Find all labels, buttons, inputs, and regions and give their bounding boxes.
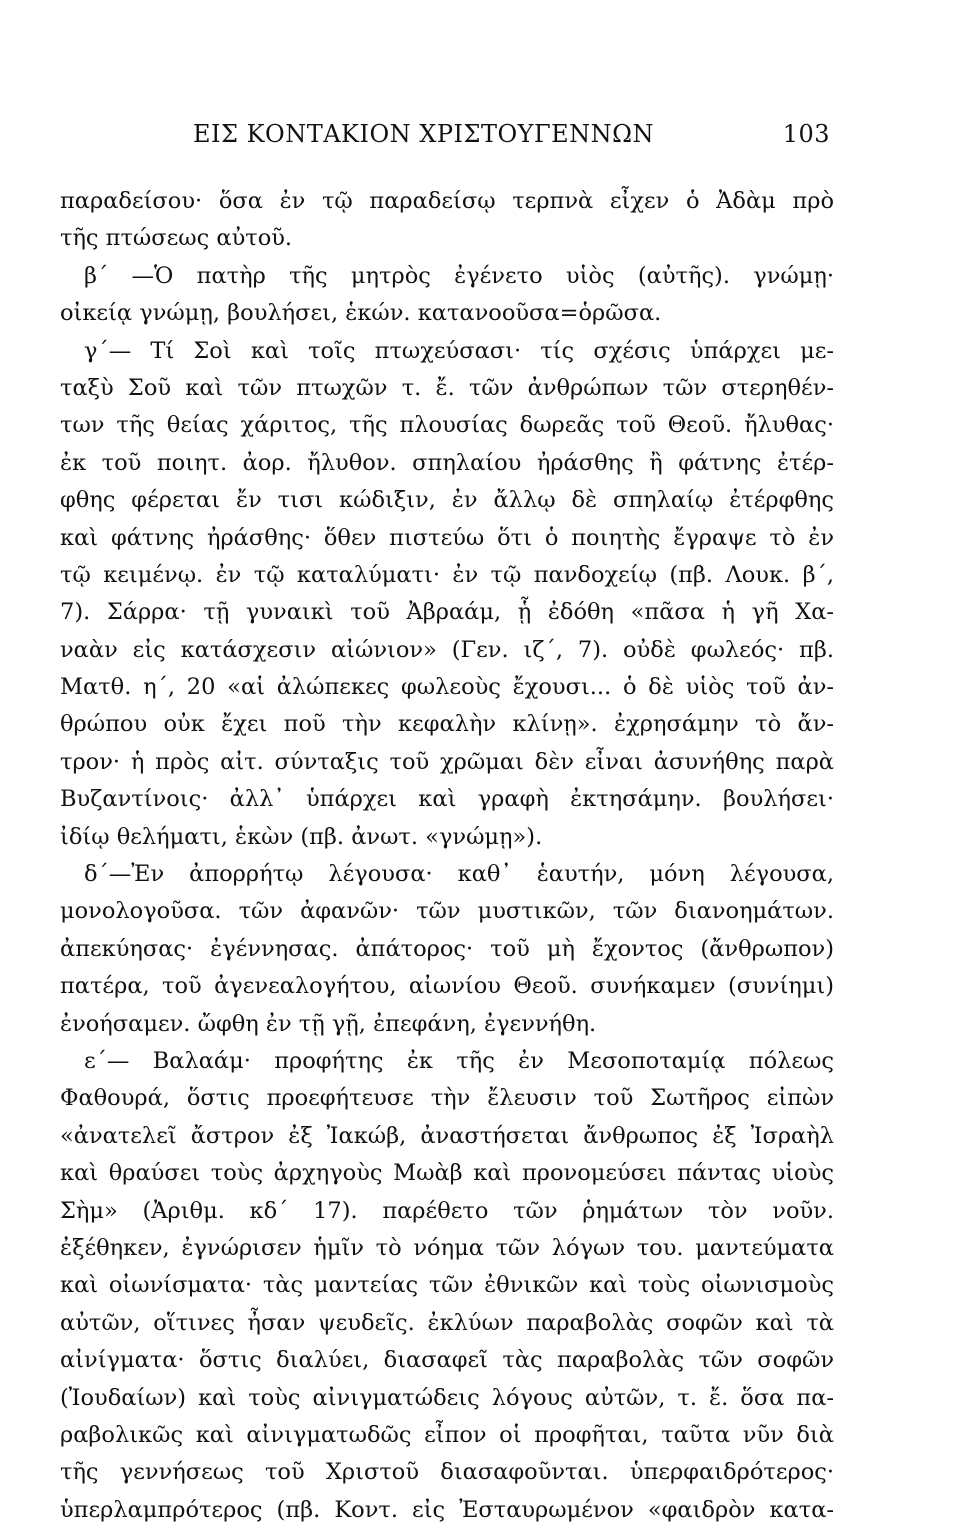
text-line: ὑπερλαμπρότερος (πβ. Κοντ. εἰς Ἐσταυρωμένον «φαιδρὸν κατα- [60,1496,834,1523]
text-line: ἐκ τοῦ ποιητ. ἀορ. ἤλυθον. σπηλαίου ἠράσθης ἢ φάτνης ἐτέρ- [60,449,834,476]
text-line: Ματθ. η΄, 20 «αἱ ἀλώπεκες φωλεοὺς ἔχουσι... ὁ δὲ υἱὸς τοῦ ἀν- [60,674,834,701]
text-line: ναὰν εἰς κατάσχεσιν αἰώνιον» (Γεν. ιζ΄, 7). οὐδὲ φωλεός· πβ. [60,636,834,663]
text-line: οἰκείᾳ γνώμῃ, βουλήσει, ἑκών. κατανοοῦσα=ὁρῶσα. [60,300,662,327]
text-line: ἐξέθηκεν, ἐγνώρισεν ἡμῖν τὸ νόημα τῶν λόγων του. μαντεύματα [60,1234,834,1261]
text-line: ἀπεκύησας· ἐγέννησας. ἀπάτορος· τοῦ μὴ ἔχοντος (ἄνθρωπον) [60,935,834,962]
text-line: ε΄— Βαλαάμ· προφήτης ἐκ τῆς ἐν Μεσοποταμίᾳ πόλεως [84,1047,834,1074]
text-line: πατέρα, τοῦ ἀγενεαλογήτου, αἰωνίου Θεοῦ. συνήκαμεν (συνίημι) [60,973,834,1000]
text-line: παραδείσου· ὅσα ἐν τῷ παραδείσῳ τερπνὰ εἶχεν ὁ Ἀδὰμ πρὸ [60,188,834,214]
text-line: αἰνίγματα· ὅστις διαλύει, διασαφεῖ τὰς παραβολὰς τῶν σοφῶν [60,1347,834,1374]
text-line: ἐνοήσαμεν. ὤφθη ἐν τῇ γῇ, ἐπεφάνη, ἐγεννήθη. [60,1010,597,1037]
text-line: καὶ φάτνης ἠράσθης· ὅθεν πιστεύω ὅτι ὁ ποιητὴς ἔγραψε τὸ ἐν [60,524,834,551]
text-line: γ΄— Τί Σοὶ καὶ τοῖς πτωχεύσασι· τίς σχέσις ὑπάρχει με- [84,337,834,364]
text-line: τῆς γεννήσεως τοῦ Χριστοῦ διασαφοῦνται. ὑπερφαιδρότερος· [60,1459,834,1486]
text-line: ραβολικῶς καὶ αἰνιγματωδῶς εἶπον οἱ προφῆται, ταῦτα νῦν διὰ [60,1421,834,1448]
text-line: τρον· ἡ πρὸς αἰτ. σύνταξις τοῦ χρῶμαι δὲν εἶναι ἀσυνήθης παρὰ [60,748,834,775]
text-line: «ἀνατελεῖ ἄστρον ἐξ Ἰακώβ, ἀναστήσεται ἄνθρωπος ἐξ Ἰσραὴλ [60,1122,834,1149]
text-line: Βυζαντίνοις· ἀλλ᾽ ὑπάρχει καὶ γραφὴ ἐκτησάμην. βουλήσει· [60,786,834,813]
running-title: ΕΙΣ ΚΟΝΤΑΚΙΟΝ ΧΡΙΣΤΟΥΓΕΝΝΩΝ [193,120,655,148]
page-number: 103 [782,120,830,148]
text-line: β΄ —Ὁ πατὴρ τῆς μητρὸς ἐγένετο υἱὸς (αὐτῆς). γνώμῃ· [84,262,834,289]
text-line: ἰδίῳ θελήματι, ἑκὼν (πβ. ἀνωτ. «γνώμῃ»). [60,823,543,850]
text-line: Σὴμ» (Ἀριθμ. κδ΄ 17). παρέθετο τῶν ῥημάτων τὸν νοῦν. [60,1197,834,1224]
text-line: 7). Σάρρα· τῇ γυναικὶ τοῦ Ἀβραάμ, ᾗ ἐδόθη «πᾶσα ἡ γῆ Χα- [60,599,834,626]
text-line: (Ἰουδαίων) καὶ τοὺς αἰνιγματώδεις λόγους αὐτῶν, τ. ἔ. ὅσα πα- [60,1384,834,1411]
text-line: ταξὺ Σοῦ καὶ τῶν πτωχῶν τ. ἔ. τῶν ἀνθρώπων τῶν στερηθέν- [60,374,834,401]
commentary-text [60,183,834,1529]
text-line: δ΄—Ἐν ἀπορρήτῳ λέγουσα· καθ᾽ ἑαυτήν, μόνη λέγουσα, [84,861,834,888]
text-line: καὶ θραύσει τοὺς ἀρχηγοὺς Μωὰβ καὶ προνομεύσει πάντας υἱοὺς [60,1160,834,1187]
text-line: Φαθουρά, ὅστις προεφήτευσε τὴν ἔλευσιν τοῦ Σωτῆρος εἰπὼν [60,1085,834,1112]
text-line: φθης φέρεται ἔν τισι κώδιξιν, ἐν ἄλλῳ δὲ σπηλαίῳ ἐτέρφθης [60,487,834,514]
text-line: των τῆς θείας χάριτος, τῆς πλουσίας δωρεᾶς τοῦ Θεοῦ. ἤλυθας· [60,412,834,439]
text-line: καὶ οἰωνίσματα· τὰς μαντείας τῶν ἐθνικῶν καὶ τοὺς οἰωνισμοὺς [60,1272,834,1299]
text-line: θρώπου οὐκ ἔχει ποῦ τὴν κεφαλὴν κλίνῃ». ἐχρησάμην τὸ ἄν- [60,711,834,738]
text-line: μονολογοῦσα. τῶν ἀφανῶν· τῶν μυστικῶν, τῶν διανοημάτων. [60,898,834,925]
text-line: αὐτῶν, οἵτινες ἦσαν ψευδεῖς. ἐκλύων παραβολὰς σοφῶν καὶ τὰ [60,1309,834,1336]
text-line: τῷ κειμένῳ. ἐν τῷ καταλύματι· ἐν τῷ πανδοχείῳ (πβ. Λουκ. β΄, [60,561,834,588]
text-line: τῆς πτώσεως αὐτοῦ. [60,225,293,252]
